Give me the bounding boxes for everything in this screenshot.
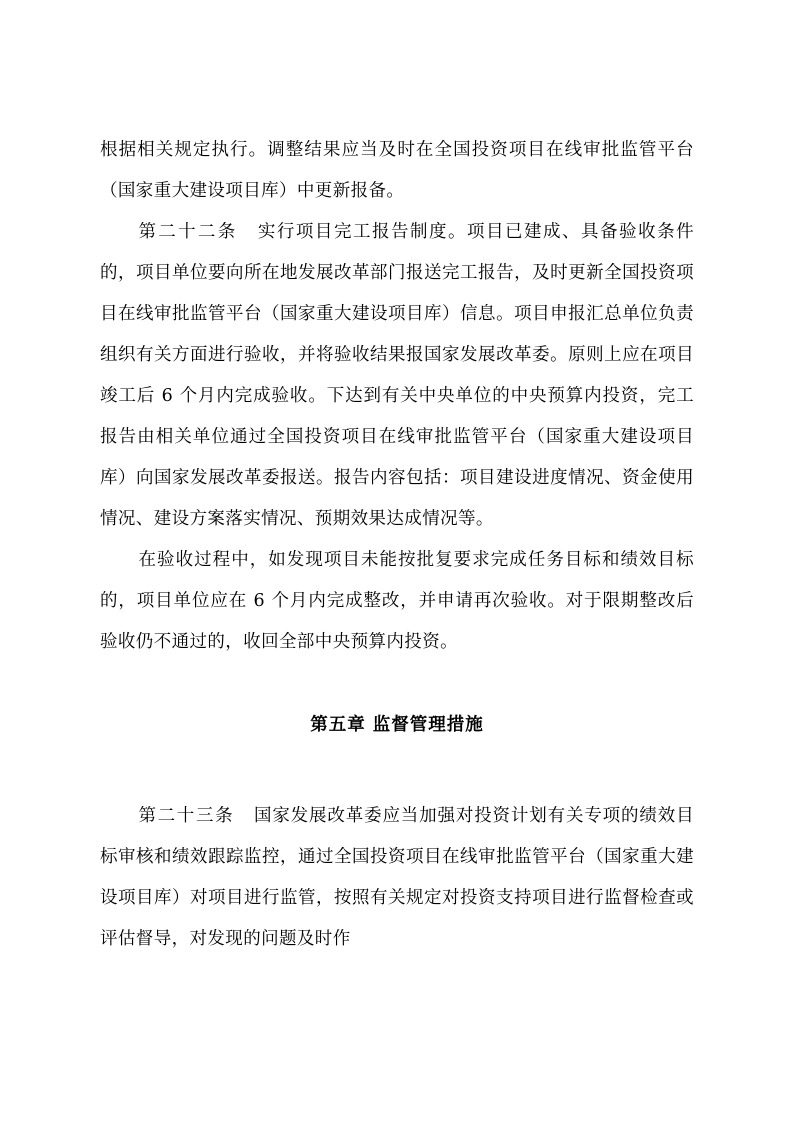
chapter-heading: 第五章 监督管理措施: [310, 715, 484, 735]
document-body: [100, 130, 694, 960]
paragraph-continuation: 根据相关规定执行。调整结果应当及时在全国投资项目在线审批监管平台（国家重大建设项目库）中更新报备。: [100, 140, 694, 201]
spacer-after-heading: [100, 746, 694, 796]
article-text-23: 国家发展改革委应当加强对投资计划有关专项的绩效目标审核和绩效跟踪监控，通过全国投资项目在线审批监管平台（国家重大建设项目库）对项目进行监管，按照有关规定对投资支持项目进行监督检查或评估督导，对发现的问题及时作: [100, 806, 694, 949]
article-label-23: 第二十三条: [138, 806, 235, 826]
article-label-22: 第二十二条: [138, 222, 238, 242]
paragraph-article-22: [100, 212, 694, 540]
paragraph-article-23: [100, 796, 694, 960]
spacer-before-heading: [100, 663, 694, 705]
article-text-22: 实行项目完工报告制度。项目已建成、具备验收条件的，项目单位要向所在地发展改革部门报送完工报告，及时更新全国投资项目在线审批监管平台（国家重大建设项目库）信息。项目申报汇总单位负责组织有关方面进行验收，并将验收结果报国家发展改革委。原则上应在项目竣工后 6 个月内完成验收。下达到有关中央单位的中央预算内投资，完工报告由相关单位通过全国投资项目在线审批监管平台（国家重大建设项目库）向国家发展改革委报送。报告内容包括：项目建设进度情况、资金使用情况、建设方案落实情况、预期效果达成情况等。: [100, 222, 694, 529]
paragraph-acceptance-rectification: 在验收过程中，如发现项目未能按批复要求完成任务目标和绩效目标的，项目单位应在 6 个月内完成整改，并申请再次验收。对于限期整改后验收仍不通过的，收回全部中央预算内投资。: [100, 550, 694, 652]
